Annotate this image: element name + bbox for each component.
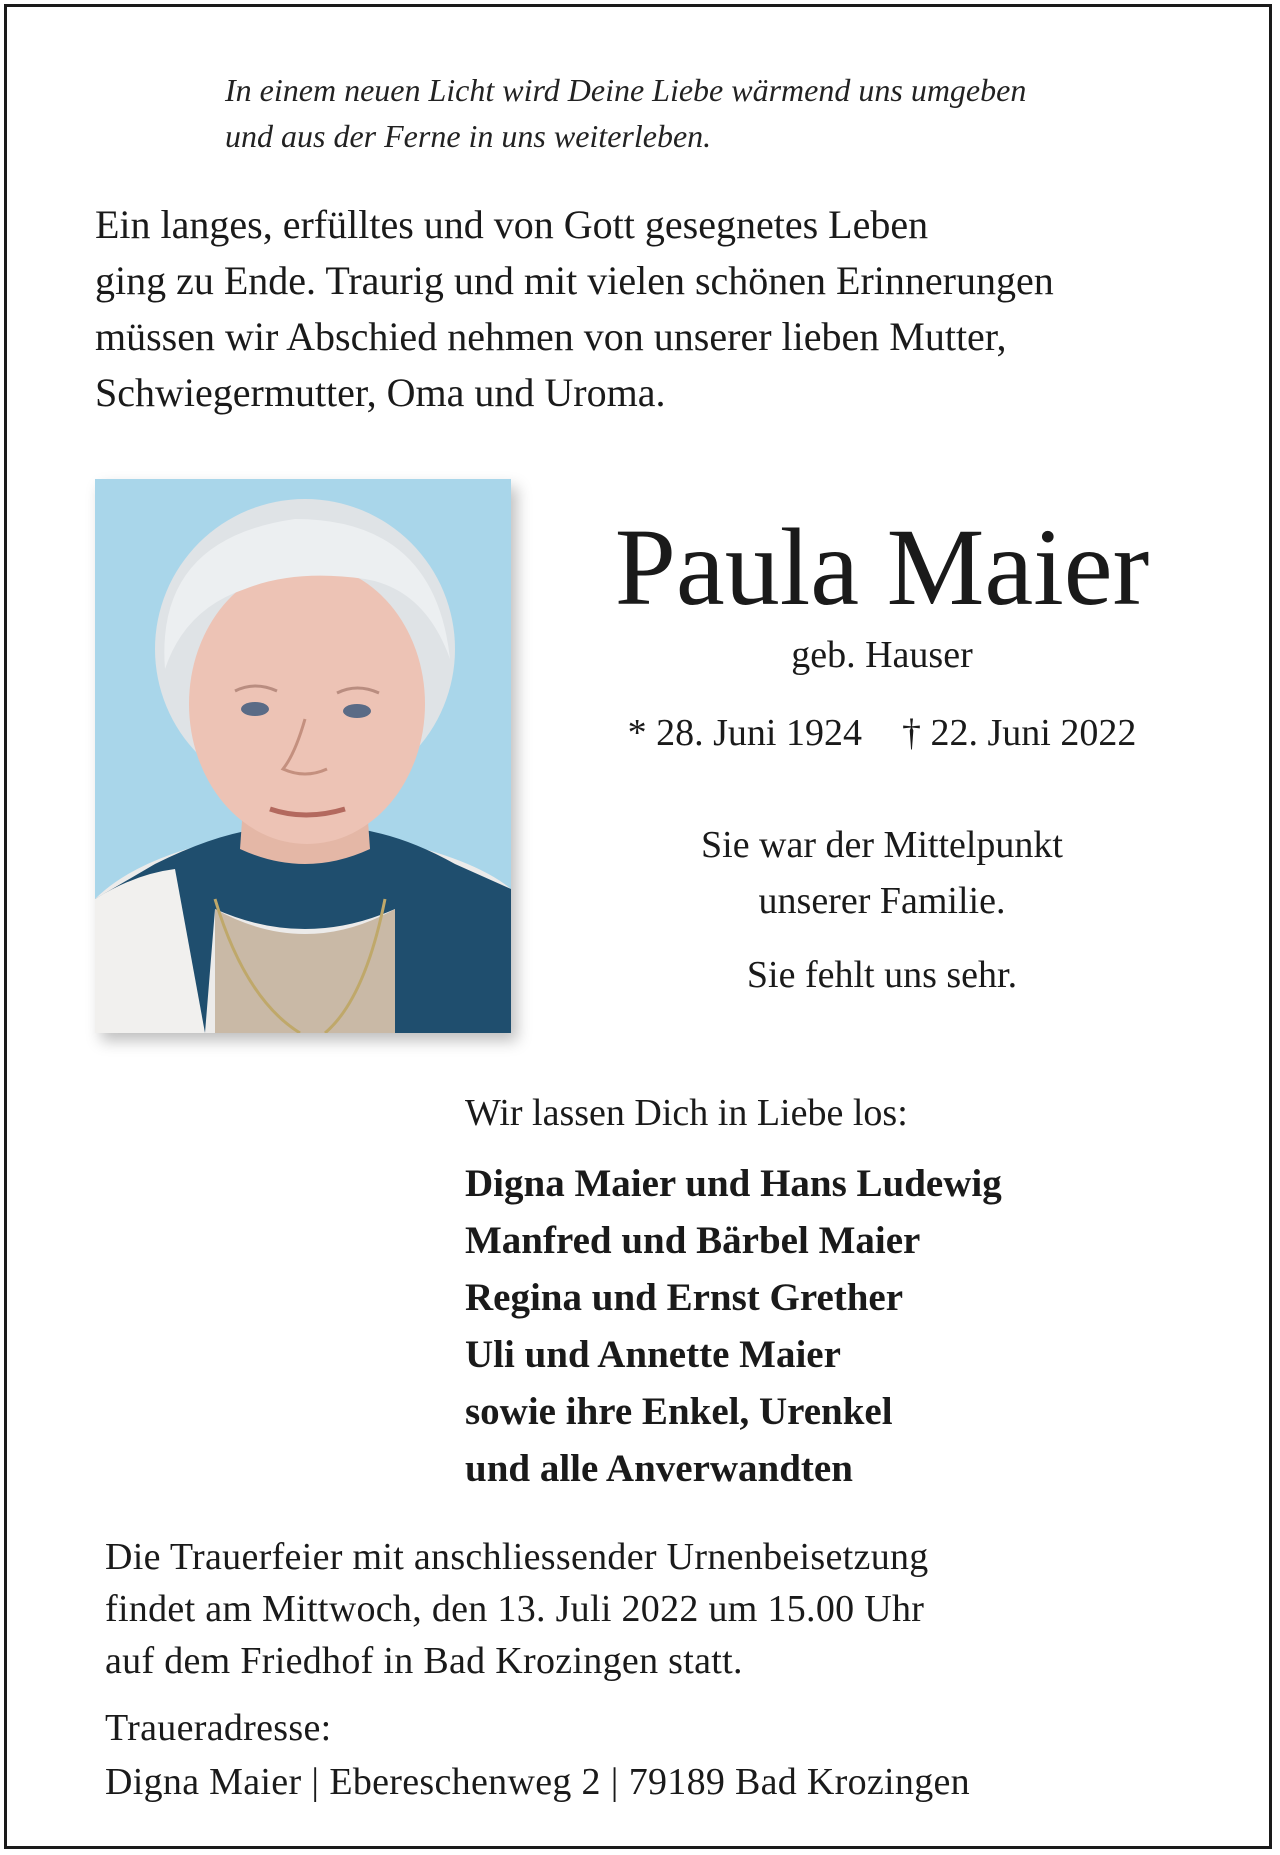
address-label: Traueradresse: <box>105 1707 332 1749</box>
mourners-list <box>465 1155 1225 1497</box>
mourner-entry: sowie ihre Enkel, Urenkel <box>465 1390 893 1433</box>
intro-line: müssen wir Abschied nehmen von unserer lieben Mutter, <box>95 314 1007 359</box>
deceased-name: Paula Maier <box>614 506 1150 628</box>
motto-verse <box>225 67 1225 159</box>
mourner-entry: Manfred und Bärbel Maier <box>465 1219 921 1262</box>
tribute-closing: Sie fehlt uns sehr. <box>746 954 1018 996</box>
mourner-entry: und alle Anverwandten <box>465 1447 853 1490</box>
obituary-notice <box>4 4 1272 1849</box>
motto-line: In einem neuen Licht wird Deine Liebe wärmend uns umgeben <box>225 72 1027 108</box>
mourner-entry: Uli und Annette Maier <box>465 1333 841 1376</box>
funeral-line: Die Trauerfeier mit anschliessender Urnenbeisetzung <box>105 1536 929 1578</box>
mourner-entry: Regina und Ernst Grether <box>465 1276 904 1319</box>
motto-line: und aus der Ferne in uns weiterleben. <box>225 118 712 154</box>
portrait-photo <box>95 479 511 1033</box>
funeral-line: auf dem Friedhof in Bad Krozingen statt. <box>105 1640 743 1682</box>
address-separator: | <box>610 1761 619 1803</box>
intro-line: ging zu Ende. Traurig und mit vielen schönen Erinnerungen <box>95 258 1054 303</box>
tribute-line: Sie war der Mittelpunkt <box>701 824 1063 866</box>
mourners-intro: Wir lassen Dich in Liebe los: <box>465 1092 908 1134</box>
tribute-text <box>567 817 1197 929</box>
mourning-address <box>105 1701 1225 1809</box>
funeral-info <box>105 1531 1225 1687</box>
address-separator: | <box>311 1761 320 1803</box>
tribute-line: unserer Familie. <box>758 880 1006 922</box>
intro-text <box>95 197 1215 421</box>
maiden-name: geb. Hauser <box>791 634 973 676</box>
birth-date: * 28. Juni 1924 <box>627 712 862 754</box>
mourner-entry: Digna Maier und Hans Ludewig <box>465 1162 1002 1205</box>
address-name: Digna Maier <box>105 1761 302 1803</box>
death-date: † 22. Juni 2022 <box>902 712 1137 754</box>
address-city: 79189 Bad Krozingen <box>628 1761 970 1803</box>
address-line <box>105 1755 1225 1809</box>
funeral-line: findet am Mittwoch, den 13. Juli 2022 um 15.00 Uhr <box>105 1588 925 1630</box>
intro-line: Schwiegermutter, Oma und Uroma. <box>95 370 666 415</box>
address-street: Ebereschenweg 2 <box>329 1761 601 1803</box>
life-dates <box>567 709 1197 757</box>
portrait-illustration <box>95 479 511 1033</box>
intro-line: Ein langes, erfülltes und von Gott gesegnetes Leben <box>95 202 929 247</box>
